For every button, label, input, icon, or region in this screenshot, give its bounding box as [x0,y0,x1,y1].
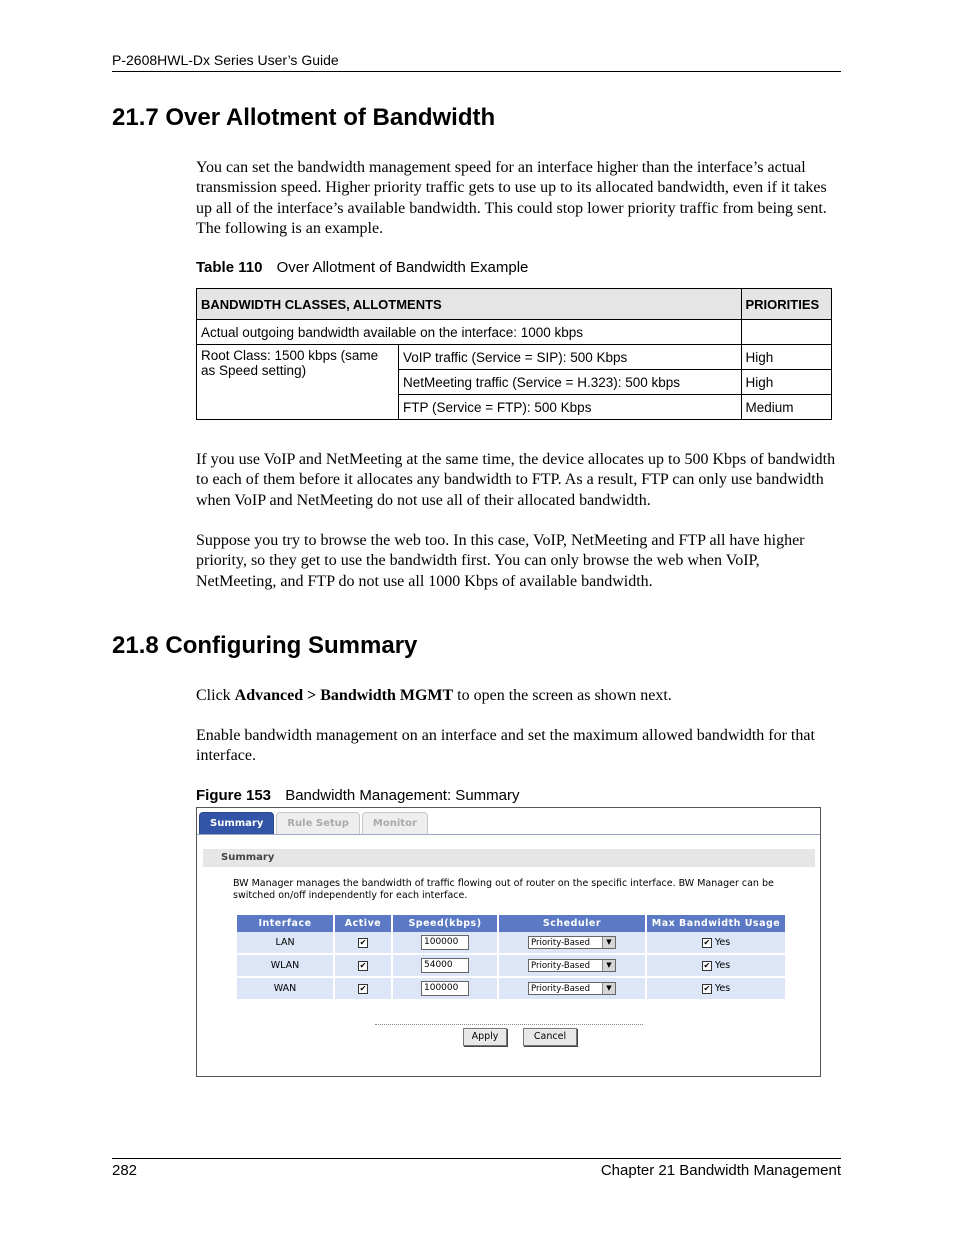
table-header-classes: BANDWIDTH CLASSES, ALLOTMENTS [197,289,742,320]
header-rule [112,71,841,72]
apply-button[interactable]: Apply [463,1028,507,1046]
max-usage-checkbox[interactable]: ✔ [703,960,711,970]
dropdown-arrow-icon: ▼ [602,937,615,948]
speed-input[interactable]: 54000 [421,958,469,973]
scheduler-select[interactable] [528,982,616,995]
column-header-interface: Interface [237,915,333,932]
table-cell-priority: High [741,370,832,395]
paragraph-browse-web: Suppose you try to browse the web too. In this case, VoIP, NetMeeting and FTP all have higher priority, so they get to use the bandwidth first. You can only browse the web when VoIP, NetMeeting, and FTP do not use all 1000 Kbps of available bandwidth. [196,532,805,590]
max-usage-label: Yes [714,960,731,971]
tab-rule-setup[interactable]: Rule Setup [276,812,360,834]
summary-title-bar [203,849,815,867]
running-header: P-2608HWL-Dx Series User’s Guide [112,52,339,68]
active-checkbox[interactable]: ✔ [359,983,367,993]
max-usage-label: Yes [714,983,731,994]
interface-table [235,915,787,1001]
click-suffix: to open the screen as shown next. [453,687,672,704]
table-row [237,978,785,1001]
figure-caption [196,787,519,804]
section-heading-21-7: 21.7 Over Allotment of Bandwidth [112,104,496,131]
dropdown-arrow-icon: ▼ [602,960,615,971]
active-checkbox[interactable]: ✔ [359,937,367,947]
table-cell-allotment: FTP (Service = FTP): 500 Kbps [399,395,742,420]
paragraph-click-instruction [196,686,842,706]
allotment-table [196,288,832,420]
interface-name: WAN [237,978,333,1001]
column-header-max-bandwidth: Max Bandwidth Usage [647,915,785,932]
table-caption-text: Over Allotment of Bandwidth Example [276,259,529,276]
chapter-title: Chapter 21 Bandwidth Management [600,1162,841,1179]
cancel-button[interactable]: Cancel [523,1028,577,1046]
table-cell-allotment: NetMeeting traffic (Service = H.323): 500 kbps [399,370,742,395]
scheduler-select[interactable] [528,936,616,949]
section-heading-21-8: 21.8 Configuring Summary [112,632,418,659]
table-cell-priority: High [741,345,832,370]
tab-divider [197,834,820,835]
scheduler-select[interactable] [528,959,616,972]
tab-summary[interactable]: Summary [199,812,274,834]
table-row [237,932,785,955]
paragraph-voip-netmeeting: If you use VoIP and NetMeeting at the same time, the device allocates up to 500 Kbps of bandwidth to each of them before it allocates any bandwidth to FTP. As a result, FTP can only use bandwidth when VoIP and NetMeeting do not use all of their allocated bandwidth. [196,451,836,509]
figure-caption-text: Bandwidth Management: Summary [285,787,520,804]
max-usage-label: Yes [714,937,731,948]
column-header-active: Active [335,915,391,932]
scheduler-value: Priority-Based [531,938,590,948]
table-cell-allotment: VoIP traffic (Service = SIP): 500 Kbps [399,345,742,370]
column-header-scheduler: Scheduler [499,915,645,932]
dropdown-arrow-icon: ▼ [602,983,615,994]
interface-name: WLAN [237,955,333,978]
column-header-speed: Speed(kbps) [393,915,497,932]
click-prefix: Click [196,687,235,704]
page-number: 282 [112,1162,138,1179]
menu-path: Advanced > Bandwidth MGMT [234,687,454,704]
scheduler-value: Priority-Based [531,984,590,994]
table-cell-actual-bandwidth: Actual outgoing bandwidth available on the interface: 1000 kbps [197,320,742,345]
scheduler-value: Priority-Based [531,961,590,971]
max-usage-checkbox[interactable]: ✔ [703,937,711,947]
table-header-priorities: PRIORITIES [741,289,832,320]
tab-bar [199,812,428,834]
intro-paragraph: You can set the bandwidth management speed for an interface higher than the interface’s actual transmission speed. Higher priority traffic gets to use up to its allocated bandwidth, even if it takes up all of the interface’s available bandwidth. This could stop lower priority traffic from being sent. The following is an example. [196,159,827,238]
table-cell-priority: Medium [741,395,832,420]
table-row [237,955,785,978]
table-caption [196,259,528,276]
dotted-divider [375,1024,643,1025]
footer-rule [112,1158,841,1159]
bandwidth-summary-screenshot [196,807,821,1077]
table-cell-empty [741,320,832,345]
max-usage-checkbox[interactable]: ✔ [703,983,711,993]
tab-monitor[interactable]: Monitor [362,812,428,834]
active-checkbox[interactable]: ✔ [359,960,367,970]
paragraph-enable: Enable bandwidth management on an interface and set the maximum allowed bandwidth for that interface. [196,727,815,765]
summary-title: Summary [221,852,275,863]
figure-caption-label: Figure 153 [196,787,272,804]
interface-name: LAN [237,932,333,955]
summary-description: BW Manager manages the bandwidth of traffic flowing out of router on the specific interface. BW Manager can be switched on/off independently for each interface. [233,878,774,901]
speed-input[interactable]: 100000 [421,935,469,950]
table-cell-root-class: Root Class: 1500 kbps (same as Speed setting) [197,345,399,420]
speed-input[interactable]: 100000 [421,981,469,996]
table-caption-label: Table 110 [196,259,263,276]
